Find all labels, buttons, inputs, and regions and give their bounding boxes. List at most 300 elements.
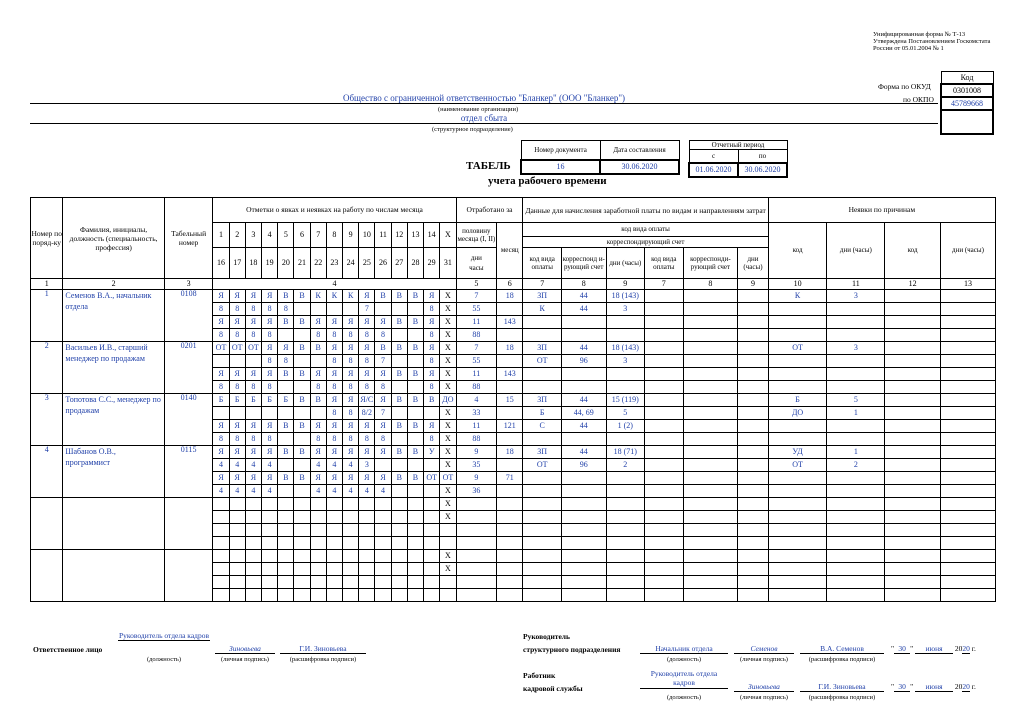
day-mark	[359, 498, 375, 511]
day-mark	[213, 576, 229, 589]
absence-cell	[827, 355, 885, 368]
day-mark: В	[375, 290, 391, 303]
absence-cell: ДО	[768, 407, 827, 420]
day-mark: В	[375, 342, 391, 355]
day-mark: Я	[262, 342, 278, 355]
day-mark: 8	[229, 433, 245, 446]
pay-cell	[523, 576, 562, 589]
day-mark	[424, 563, 440, 576]
day-mark: Я	[424, 342, 440, 355]
pay-cell	[561, 537, 606, 550]
day-mark	[262, 537, 278, 550]
column-number: 13	[940, 279, 995, 290]
pay-cell-2	[683, 498, 738, 511]
day-mark	[343, 303, 359, 316]
day-mark: 8	[262, 355, 278, 368]
day-mark: ОТ	[245, 342, 261, 355]
worked-month: 71	[497, 472, 523, 485]
day-mark	[310, 303, 326, 316]
absence-cell-2	[940, 472, 995, 485]
day-mark	[407, 563, 423, 576]
day-mark: 7	[359, 303, 375, 316]
absence-cell: ОТ	[768, 459, 827, 472]
day-mark	[343, 589, 359, 602]
day-mark: ОТ	[229, 342, 245, 355]
table-row	[31, 290, 996, 303]
pay-cell-2	[645, 537, 684, 550]
day-mark	[294, 329, 310, 342]
day-mark	[213, 498, 229, 511]
day-header: 28	[407, 248, 423, 279]
day-mark	[326, 550, 342, 563]
pay-cell-2	[683, 550, 738, 563]
pay-cell: 18 (143)	[606, 342, 645, 355]
day-mark	[424, 550, 440, 563]
day-mark	[343, 511, 359, 524]
header-half: половину месяца (I, II)	[456, 223, 497, 248]
absence-cell-2	[940, 290, 995, 303]
day-mark	[375, 537, 391, 550]
day-mark: В	[407, 394, 423, 407]
day-mark: В	[294, 342, 310, 355]
header-num: Номер по поряд-ку	[31, 198, 63, 279]
day-mark: ДО	[440, 394, 456, 407]
day-mark	[407, 511, 423, 524]
header-abs-code2: код	[885, 223, 941, 279]
day-mark	[343, 498, 359, 511]
day-header: 12	[391, 223, 407, 248]
day-header: 9	[343, 223, 359, 248]
pay-cell-2	[645, 290, 684, 303]
form-info-line: Утверждена Постановлением Госкомстата	[873, 38, 991, 45]
absence-cell: К	[768, 290, 827, 303]
day-mark	[391, 550, 407, 563]
day-mark	[359, 589, 375, 602]
header-sub-corr2: корреспонди-рующий счет	[683, 248, 738, 279]
form-info-line: Унифицированная форма № Т-13	[873, 31, 966, 38]
absence-cell-2	[885, 394, 941, 407]
worked-half: 11	[456, 368, 497, 381]
day-mark: 8	[359, 433, 375, 446]
day-mark	[375, 303, 391, 316]
pay-cell-2	[683, 472, 738, 485]
header-worked: Отработано за	[456, 198, 523, 223]
day-mark	[310, 550, 326, 563]
header-sub-code2: код вида оплаты	[645, 248, 684, 279]
day-mark	[278, 459, 294, 472]
date-month: июня	[915, 644, 953, 654]
pay-cell-2	[683, 485, 738, 498]
day-mark: В	[391, 342, 407, 355]
day-mark: 4	[262, 485, 278, 498]
pay-cell-2	[683, 342, 738, 355]
worked-half: 88	[456, 433, 497, 446]
pay-cell: ЗП	[523, 446, 562, 459]
day-mark: Я	[424, 290, 440, 303]
day-mark	[375, 589, 391, 602]
day-mark	[375, 576, 391, 589]
absence-cell-2	[885, 498, 941, 511]
absence-cell	[768, 420, 827, 433]
day-mark: Я	[262, 446, 278, 459]
column-number: 9	[606, 279, 645, 290]
day-mark	[326, 511, 342, 524]
day-mark: Б	[278, 394, 294, 407]
day-mark	[359, 563, 375, 576]
day-mark	[262, 550, 278, 563]
absence-cell	[827, 576, 885, 589]
day-mark	[278, 511, 294, 524]
pay-cell: 44, 69	[561, 407, 606, 420]
absence-cell-2	[940, 589, 995, 602]
day-mark	[229, 511, 245, 524]
day-mark: Я	[375, 472, 391, 485]
day-mark	[229, 576, 245, 589]
pay-cell-2	[738, 589, 768, 602]
absence-cell-2	[940, 381, 995, 394]
day-mark	[375, 524, 391, 537]
day-mark	[359, 537, 375, 550]
pay-cell: К	[523, 303, 562, 316]
caption-name: (расшифровка подписи)	[808, 694, 876, 701]
day-mark: В	[407, 342, 423, 355]
period-to: 30.06.2020	[738, 163, 787, 177]
day-mark	[343, 524, 359, 537]
day-mark: 8	[245, 303, 261, 316]
absence-cell	[768, 303, 827, 316]
absence-cell-2	[885, 485, 941, 498]
day-mark	[278, 550, 294, 563]
day-mark: Я	[245, 290, 261, 303]
pay-cell-2	[738, 446, 768, 459]
day-mark	[424, 524, 440, 537]
absence-cell-2	[885, 511, 941, 524]
day-mark: В	[407, 472, 423, 485]
pay-cell-2	[683, 420, 738, 433]
pay-cell-2	[738, 342, 768, 355]
pay-cell-2	[738, 407, 768, 420]
worked-month	[497, 511, 523, 524]
day-mark: В	[310, 342, 326, 355]
day-mark: 8	[343, 433, 359, 446]
day-mark: В	[391, 368, 407, 381]
pay-cell-2	[683, 329, 738, 342]
date-year: 20	[962, 682, 970, 691]
absence-cell-2	[940, 303, 995, 316]
pay-cell-2	[683, 589, 738, 602]
day-mark	[310, 576, 326, 589]
worked-month	[497, 537, 523, 550]
day-mark: 8	[424, 303, 440, 316]
day-mark: 8	[343, 329, 359, 342]
day-mark: В	[391, 290, 407, 303]
okud-label: Форма по ОКУД	[878, 82, 931, 91]
day-mark	[229, 407, 245, 420]
day-mark: 8	[262, 303, 278, 316]
day-mark	[391, 303, 407, 316]
absence-cell	[768, 524, 827, 537]
day-mark	[343, 576, 359, 589]
worked-month	[497, 433, 523, 446]
day-mark	[294, 563, 310, 576]
day-mark: Я	[213, 316, 229, 329]
day-mark	[229, 355, 245, 368]
pay-cell-2	[738, 420, 768, 433]
pay-cell: 44	[561, 420, 606, 433]
day-mark: Я	[229, 316, 245, 329]
pay-cell-2	[645, 576, 684, 589]
absence-cell	[768, 472, 827, 485]
resp-sign: Зиновьева	[215, 644, 275, 654]
head-sign: Семенов	[734, 644, 794, 654]
absence-cell-2	[885, 355, 941, 368]
header-sub-code: код вида оплаты	[523, 248, 562, 279]
day-mark: 8	[245, 381, 261, 394]
head-date: " 30 " июня 2020 г.	[891, 644, 976, 653]
absence-cell-2	[885, 524, 941, 537]
day-mark	[294, 511, 310, 524]
org-caption: (наименование организации)	[438, 106, 519, 113]
day-mark: 8	[278, 355, 294, 368]
employee-name: Шабанов О.В., программист	[63, 446, 164, 498]
absence-cell	[768, 537, 827, 550]
pay-cell-2	[683, 563, 738, 576]
day-mark: 4	[343, 485, 359, 498]
pay-cell-2	[683, 303, 738, 316]
day-mark: 4	[310, 485, 326, 498]
pay-cell-2	[738, 563, 768, 576]
column-numbers-row	[31, 279, 996, 290]
worked-half	[456, 576, 497, 589]
pay-cell	[561, 433, 606, 446]
pay-cell	[606, 381, 645, 394]
day-header: 7	[310, 223, 326, 248]
day-mark	[245, 550, 261, 563]
day-mark	[391, 381, 407, 394]
day-mark: X	[440, 316, 456, 329]
day-header: 1	[213, 223, 229, 248]
day-mark	[407, 576, 423, 589]
day-mark: 8/2	[359, 407, 375, 420]
day-mark	[343, 550, 359, 563]
day-header: 23	[326, 248, 342, 279]
day-mark: 4	[326, 485, 342, 498]
day-header: 31	[440, 248, 456, 279]
day-mark	[326, 576, 342, 589]
header-dayshours	[456, 248, 497, 279]
day-mark	[262, 563, 278, 576]
day-mark	[294, 550, 310, 563]
day-header: 25	[359, 248, 375, 279]
pay-cell: ЗП	[523, 394, 562, 407]
day-header: 6	[294, 223, 310, 248]
absence-cell: 3	[827, 342, 885, 355]
absence-cell-2	[940, 537, 995, 550]
absence-cell	[768, 563, 827, 576]
day-mark	[375, 498, 391, 511]
day-mark: В	[294, 420, 310, 433]
absence-cell-2	[940, 407, 995, 420]
resp-position: Руководитель отдела кадров	[118, 631, 210, 640]
day-mark: Я	[262, 420, 278, 433]
day-mark: Я	[326, 394, 342, 407]
pay-cell	[561, 550, 606, 563]
worked-half: 88	[456, 381, 497, 394]
day-mark	[213, 355, 229, 368]
absence-cell	[827, 498, 885, 511]
day-mark	[407, 355, 423, 368]
pay-cell-2	[645, 459, 684, 472]
day-mark: К	[343, 290, 359, 303]
employee-num	[31, 498, 63, 550]
day-mark	[278, 329, 294, 342]
day-mark	[229, 550, 245, 563]
hr-date: " 30 " июня 2020 г.	[891, 682, 976, 691]
day-mark	[391, 589, 407, 602]
pay-cell-2	[645, 433, 684, 446]
pay-cell-2	[683, 446, 738, 459]
absence-cell-2	[885, 446, 941, 459]
day-mark: 8	[326, 329, 342, 342]
day-mark: К	[326, 290, 342, 303]
days-label: дни	[470, 253, 482, 262]
head-position: Начальник отдела	[640, 644, 728, 654]
header-sub-dayshours2: дни (часы)	[738, 248, 768, 279]
day-header: 29	[424, 248, 440, 279]
doc-date-label: Дата составления	[600, 141, 679, 161]
employee-name: Семенов В.А., начальник отдела	[63, 290, 164, 342]
absence-cell	[768, 485, 827, 498]
day-mark	[262, 511, 278, 524]
day-mark: Я	[343, 316, 359, 329]
day-mark	[278, 498, 294, 511]
absence-cell	[827, 485, 885, 498]
absence-cell	[827, 472, 885, 485]
day-mark: Я	[375, 420, 391, 433]
day-mark: 8	[326, 355, 342, 368]
day-mark: Я	[359, 342, 375, 355]
absence-cell-2	[885, 290, 941, 303]
column-number: 9	[738, 279, 768, 290]
day-mark: 8	[213, 433, 229, 446]
pay-cell-2	[683, 394, 738, 407]
pay-cell	[523, 524, 562, 537]
day-mark: Б	[245, 394, 261, 407]
day-mark	[294, 303, 310, 316]
pay-cell-2	[738, 459, 768, 472]
day-mark	[424, 511, 440, 524]
day-mark	[213, 407, 229, 420]
day-mark: Я	[213, 290, 229, 303]
pay-cell-2	[683, 407, 738, 420]
pay-cell: Б	[523, 407, 562, 420]
pay-cell: 3	[606, 355, 645, 368]
day-mark	[245, 537, 261, 550]
day-mark: В	[391, 394, 407, 407]
pay-cell-2	[683, 290, 738, 303]
resp-name: Г.И. Зиновьева	[280, 644, 366, 654]
employee-tab: 0108	[164, 290, 213, 342]
day-mark	[294, 433, 310, 446]
day-mark: 4	[229, 485, 245, 498]
day-header: 14	[424, 223, 440, 248]
day-mark: X	[440, 342, 456, 355]
day-mark: 8	[343, 355, 359, 368]
caption-position: (должность)	[146, 656, 182, 663]
day-mark: Я	[424, 368, 440, 381]
day-mark: В	[391, 472, 407, 485]
day-mark: Я	[375, 394, 391, 407]
column-number: 10	[768, 279, 827, 290]
absence-cell-2	[940, 524, 995, 537]
pay-cell	[606, 329, 645, 342]
worked-half: 88	[456, 329, 497, 342]
day-mark: X	[440, 459, 456, 472]
absence-cell	[768, 550, 827, 563]
absence-cell: 1	[827, 407, 885, 420]
day-mark	[391, 537, 407, 550]
pay-cell-2	[738, 550, 768, 563]
day-mark: 8	[375, 433, 391, 446]
absence-cell-2	[940, 355, 995, 368]
pay-cell: ОТ	[523, 459, 562, 472]
absence-cell-2	[940, 550, 995, 563]
day-mark: Я	[262, 368, 278, 381]
day-mark	[407, 524, 423, 537]
absence-cell-2	[940, 316, 995, 329]
day-mark	[424, 576, 440, 589]
column-number: 11	[827, 279, 885, 290]
date-day: 30	[894, 682, 910, 692]
header-corr: корреспондирующий счет	[523, 237, 768, 248]
day-header: 26	[375, 248, 391, 279]
worked-month	[497, 407, 523, 420]
absence-cell-2	[885, 563, 941, 576]
day-mark	[326, 563, 342, 576]
okud-value: 0301008	[941, 84, 993, 97]
worked-half	[456, 537, 497, 550]
day-mark	[424, 485, 440, 498]
day-mark: В	[424, 394, 440, 407]
pay-cell-2	[683, 433, 738, 446]
day-mark: Я	[245, 446, 261, 459]
day-mark: 4	[229, 459, 245, 472]
pay-cell	[561, 576, 606, 589]
day-mark: 8	[424, 329, 440, 342]
day-header: 11	[375, 223, 391, 248]
day-mark	[229, 563, 245, 576]
day-mark: В	[278, 472, 294, 485]
employee-num: 1	[31, 290, 63, 342]
day-mark: 8	[310, 329, 326, 342]
employee-name	[63, 498, 164, 550]
day-mark	[213, 524, 229, 537]
absence-cell	[827, 511, 885, 524]
employee-num	[31, 550, 63, 602]
pay-cell-2	[738, 485, 768, 498]
day-mark: В	[310, 394, 326, 407]
worked-half	[456, 550, 497, 563]
hr-label: Работник	[523, 671, 556, 680]
absence-cell-2	[940, 394, 995, 407]
day-mark: 8	[245, 433, 261, 446]
pay-cell	[561, 316, 606, 329]
day-mark	[213, 589, 229, 602]
pay-cell	[561, 511, 606, 524]
absence-cell: 2	[827, 459, 885, 472]
day-mark: 8	[278, 303, 294, 316]
codes-table	[940, 71, 994, 135]
